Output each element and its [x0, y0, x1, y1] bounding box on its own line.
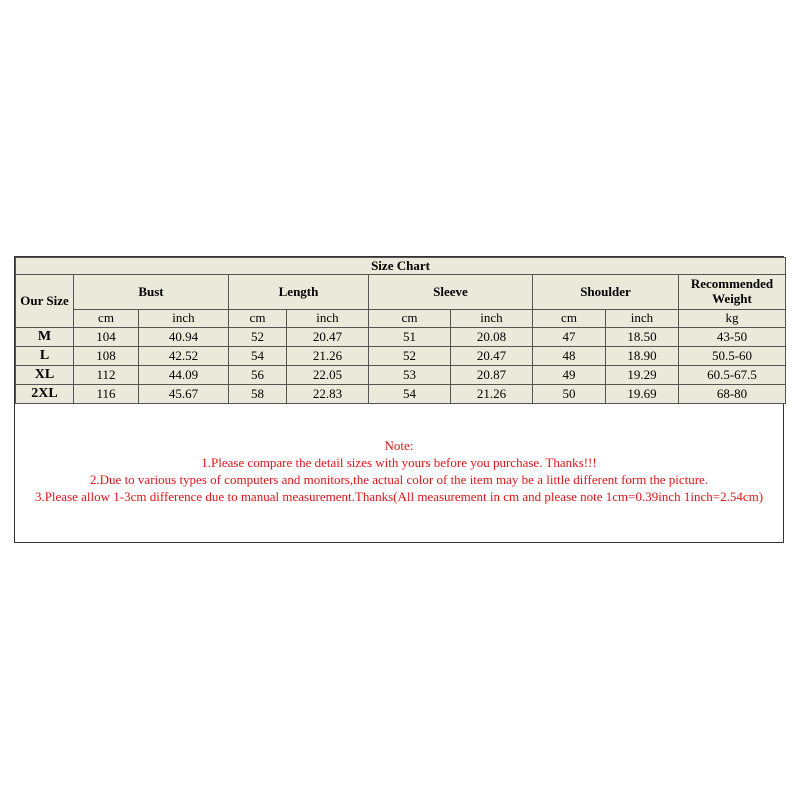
chart-title: Size Chart: [16, 258, 786, 275]
table-cell: 22.05: [287, 366, 369, 385]
table-cell: 52: [229, 328, 287, 347]
unit-cell: cm: [229, 310, 287, 328]
weight-header: Recommended Weight: [679, 275, 786, 310]
table-cell: 56: [229, 366, 287, 385]
table-cell: 58: [229, 385, 287, 404]
table-cell: 20.08: [451, 328, 533, 347]
table-cell: 104: [74, 328, 139, 347]
unit-cell: inch: [606, 310, 679, 328]
table-cell: 54: [229, 347, 287, 366]
table-cell: 44.09: [139, 366, 229, 385]
unit-cell: cm: [74, 310, 139, 328]
unit-cell: kg: [679, 310, 786, 328]
table-cell: 21.26: [287, 347, 369, 366]
table-cell: 47: [533, 328, 606, 347]
table-cell: 116: [74, 385, 139, 404]
table-cell: 48: [533, 347, 606, 366]
table-cell: 19.69: [606, 385, 679, 404]
note-line-3: 3.Please allow 1-3cm difference due to manual measurement.Thanks(All measurement in cm and please note 1cm=0.39inch 1inch=2.54cm): [34, 489, 764, 504]
unit-cell: inch: [287, 310, 369, 328]
table-cell: 52: [369, 347, 451, 366]
note-line-2: 2.Due to various types of computers and monitors,the actual color of the item may be a little different form the picture.: [89, 472, 709, 487]
table-row: [16, 385, 786, 404]
table-cell: 50: [533, 385, 606, 404]
our-size-header: Our Size: [16, 275, 74, 328]
table-cell: 20.47: [287, 328, 369, 347]
unit-cell: inch: [451, 310, 533, 328]
table-cell: 60.5-67.5: [679, 366, 786, 385]
note-line-1: 1.Please compare the detail sizes with yours before you purchase. Thanks!!!: [201, 455, 597, 470]
bust-header: Bust: [74, 275, 229, 310]
table-row: [16, 328, 786, 347]
unit-cell: cm: [369, 310, 451, 328]
table-cell: 43-50: [679, 328, 786, 347]
size-chart: [14, 256, 784, 543]
note-heading: Note:: [384, 438, 414, 453]
unit-cell: inch: [139, 310, 229, 328]
table-cell: 40.94: [139, 328, 229, 347]
table-cell: 18.90: [606, 347, 679, 366]
size-label: L: [16, 347, 74, 366]
table-cell: 51: [369, 328, 451, 347]
size-table: [15, 257, 786, 404]
table-cell: 50.5-60: [679, 347, 786, 366]
table-cell: 18.50: [606, 328, 679, 347]
table-cell: 54: [369, 385, 451, 404]
size-label: XL: [16, 366, 74, 385]
table-cell: 68-80: [679, 385, 786, 404]
length-header: Length: [229, 275, 369, 310]
notes-block: [15, 437, 783, 505]
table-cell: 108: [74, 347, 139, 366]
table-cell: 42.52: [139, 347, 229, 366]
unit-cell: cm: [533, 310, 606, 328]
size-label: 2XL: [16, 385, 74, 404]
table-cell: 20.47: [451, 347, 533, 366]
table-cell: 49: [533, 366, 606, 385]
table-cell: 22.83: [287, 385, 369, 404]
table-cell: 19.29: [606, 366, 679, 385]
table-cell: 53: [369, 366, 451, 385]
table-cell: 112: [74, 366, 139, 385]
unit-row: [16, 310, 786, 328]
title-row: [16, 258, 786, 275]
table-row: [16, 347, 786, 366]
table-cell: 21.26: [451, 385, 533, 404]
sleeve-header: Sleeve: [369, 275, 533, 310]
table-row: [16, 366, 786, 385]
shoulder-header: Shoulder: [533, 275, 679, 310]
table-cell: 20.87: [451, 366, 533, 385]
header-row: [16, 275, 786, 310]
size-label: M: [16, 328, 74, 347]
table-cell: 45.67: [139, 385, 229, 404]
